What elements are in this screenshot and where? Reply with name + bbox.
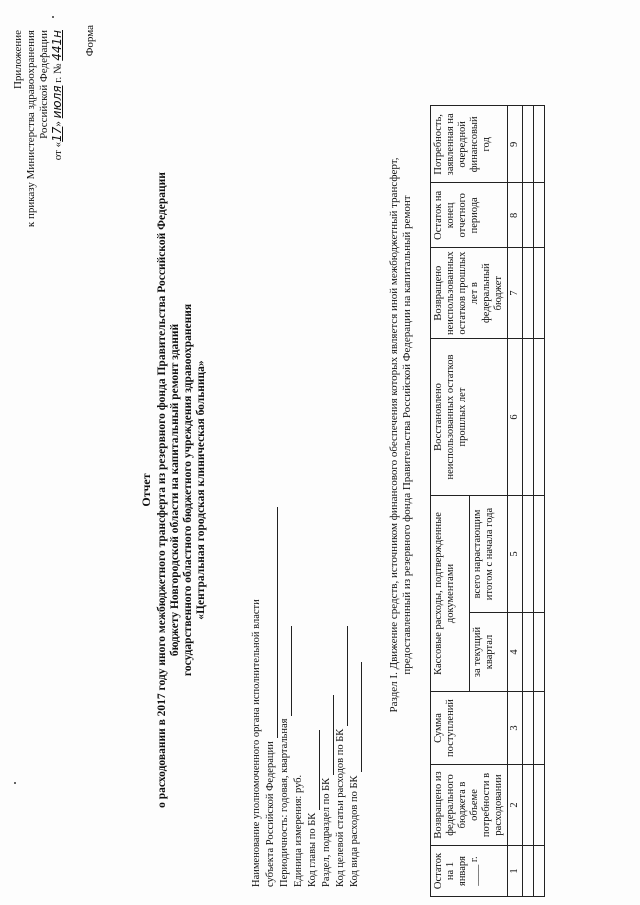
fill-line — [350, 662, 362, 772]
col-current-quarter: за текущий квартал — [469, 613, 508, 692]
meta-unit: Единица измерения: руб. — [293, 774, 304, 887]
meta-expense-line — [348, 507, 362, 887]
empty-cell — [534, 692, 545, 765]
date-month: июля — [50, 85, 64, 119]
empty-cell — [534, 248, 545, 339]
empty-cell — [534, 339, 545, 496]
fill-line — [336, 626, 348, 726]
meta-chapter-line — [306, 507, 320, 887]
meta-subject: субъекта Российской Федерации — [265, 741, 276, 887]
meta-authority: Наименование уполномоченного органа исполнительной власти — [251, 599, 262, 887]
meta-authority-line — [250, 507, 264, 887]
empty-cell — [534, 765, 545, 846]
column-number: 9 — [508, 106, 523, 183]
empty-cell — [523, 846, 534, 897]
empty-cell — [523, 183, 534, 248]
empty-cell — [523, 248, 534, 339]
report-heading: Отчет — [139, 473, 153, 507]
meta-target-code: Код целевой статьи расходов по БК — [335, 728, 346, 887]
column-number: 8 — [508, 183, 523, 248]
appendix-title: Приложение — [12, 30, 24, 90]
column-number: 7 — [508, 248, 523, 339]
col-returned-from-budget: Возвращено из федерального бюджета в объеме потребности в расходовании — [431, 765, 508, 846]
col-closing-balance: Остаток на конец отчетного периода — [431, 183, 508, 248]
empty-cell — [523, 106, 534, 183]
appendix-block — [12, 30, 65, 260]
col-opening-balance: Остаток на 1 января ____ г. — [431, 846, 508, 897]
empty-cell — [534, 106, 545, 183]
col-next-year-need: Потребность, заявленная на очередной финансовый год — [431, 106, 508, 183]
empty-cell — [534, 846, 545, 897]
empty-cell — [523, 692, 534, 765]
empty-cell — [523, 496, 534, 613]
report-title-line: «Центральная городская клиническая больница» — [195, 360, 207, 620]
meta-chapter-code: Код главы по БК — [307, 812, 318, 887]
section-line: Раздел I. Движение средств, источником финансового обеспечения которых является иной межбюджетный трансферт, — [388, 157, 400, 713]
report-title-line: бюджету Новгородской области на капитальный ремонт зданий — [169, 323, 181, 657]
col-returned-balances: Возвращено неиспользованных остатков прошлых лет в федеральный бюджет — [431, 248, 508, 339]
column-number: 2 — [508, 765, 523, 846]
empty-cell — [534, 496, 545, 613]
section-heading — [388, 75, 414, 795]
empty-cell — [523, 613, 534, 692]
date-year-suffix: г. — [52, 76, 64, 83]
appendix-order-ref: к приказу Министерства здравоохранения — [25, 30, 37, 228]
col-cash-expenses: Кассовые расходы, подтвержденные документами — [431, 496, 470, 692]
report-title-line: о расходовании в 2017 году иного межбюджетного трансферта из резервного фонда Правительства Российской Федерации — [156, 172, 168, 808]
empty-cell — [534, 613, 545, 692]
report-title — [140, 115, 208, 865]
meta-subject-line — [264, 507, 278, 887]
fill-line — [280, 626, 292, 716]
date-mid: » — [52, 121, 64, 127]
fill-line — [308, 730, 320, 810]
fill-line — [322, 695, 334, 775]
meta-section-code: Раздел, подраздел по БК — [321, 777, 332, 887]
col-restored-balances: Восстановлено неиспользованных остатков прошлых лет — [431, 339, 508, 496]
fill-line — [266, 507, 278, 738]
meta-target-line — [334, 507, 348, 887]
empty-cell — [523, 339, 534, 496]
table-empty-row — [523, 106, 534, 897]
col-year-to-date: всего нарастающим итогом с начала года — [469, 496, 508, 613]
date-prefix: от « — [52, 141, 64, 161]
column-number: 4 — [508, 613, 523, 692]
movement-table — [430, 105, 545, 897]
meta-expense-code: Код вида расходов по БК — [349, 775, 360, 887]
empty-cell — [534, 183, 545, 248]
col-receipts: Сумма поступлений — [431, 692, 508, 765]
order-number: 441н — [50, 30, 64, 61]
column-number: 5 — [508, 496, 523, 613]
column-number: 6 — [508, 339, 523, 496]
section-line: предоставленный из резервного фонда Правительства Российской Федерации на капитальный ремонт — [401, 195, 413, 675]
empty-cell — [523, 765, 534, 846]
number-label: № — [52, 63, 64, 74]
column-number: 3 — [508, 692, 523, 765]
form-label: Форма — [84, 25, 96, 57]
meta-periodicity: Периодичность: годовая, квартальная — [279, 718, 290, 887]
date-day: 17 — [50, 126, 64, 142]
report-title-line: государственного областного бюджетного учреждения здравоохранения — [182, 303, 194, 677]
appendix-date-line — [51, 30, 65, 260]
table-header-row — [431, 106, 470, 897]
table-empty-row — [534, 106, 545, 897]
meta-section-line — [320, 507, 334, 887]
table-number-row — [508, 106, 523, 897]
report-meta — [250, 507, 362, 887]
meta-unit-line — [292, 507, 306, 887]
meta-periodicity-line — [278, 507, 292, 887]
column-number: 1 — [508, 846, 523, 897]
appendix-ministry: Российской Федерации — [38, 30, 50, 139]
